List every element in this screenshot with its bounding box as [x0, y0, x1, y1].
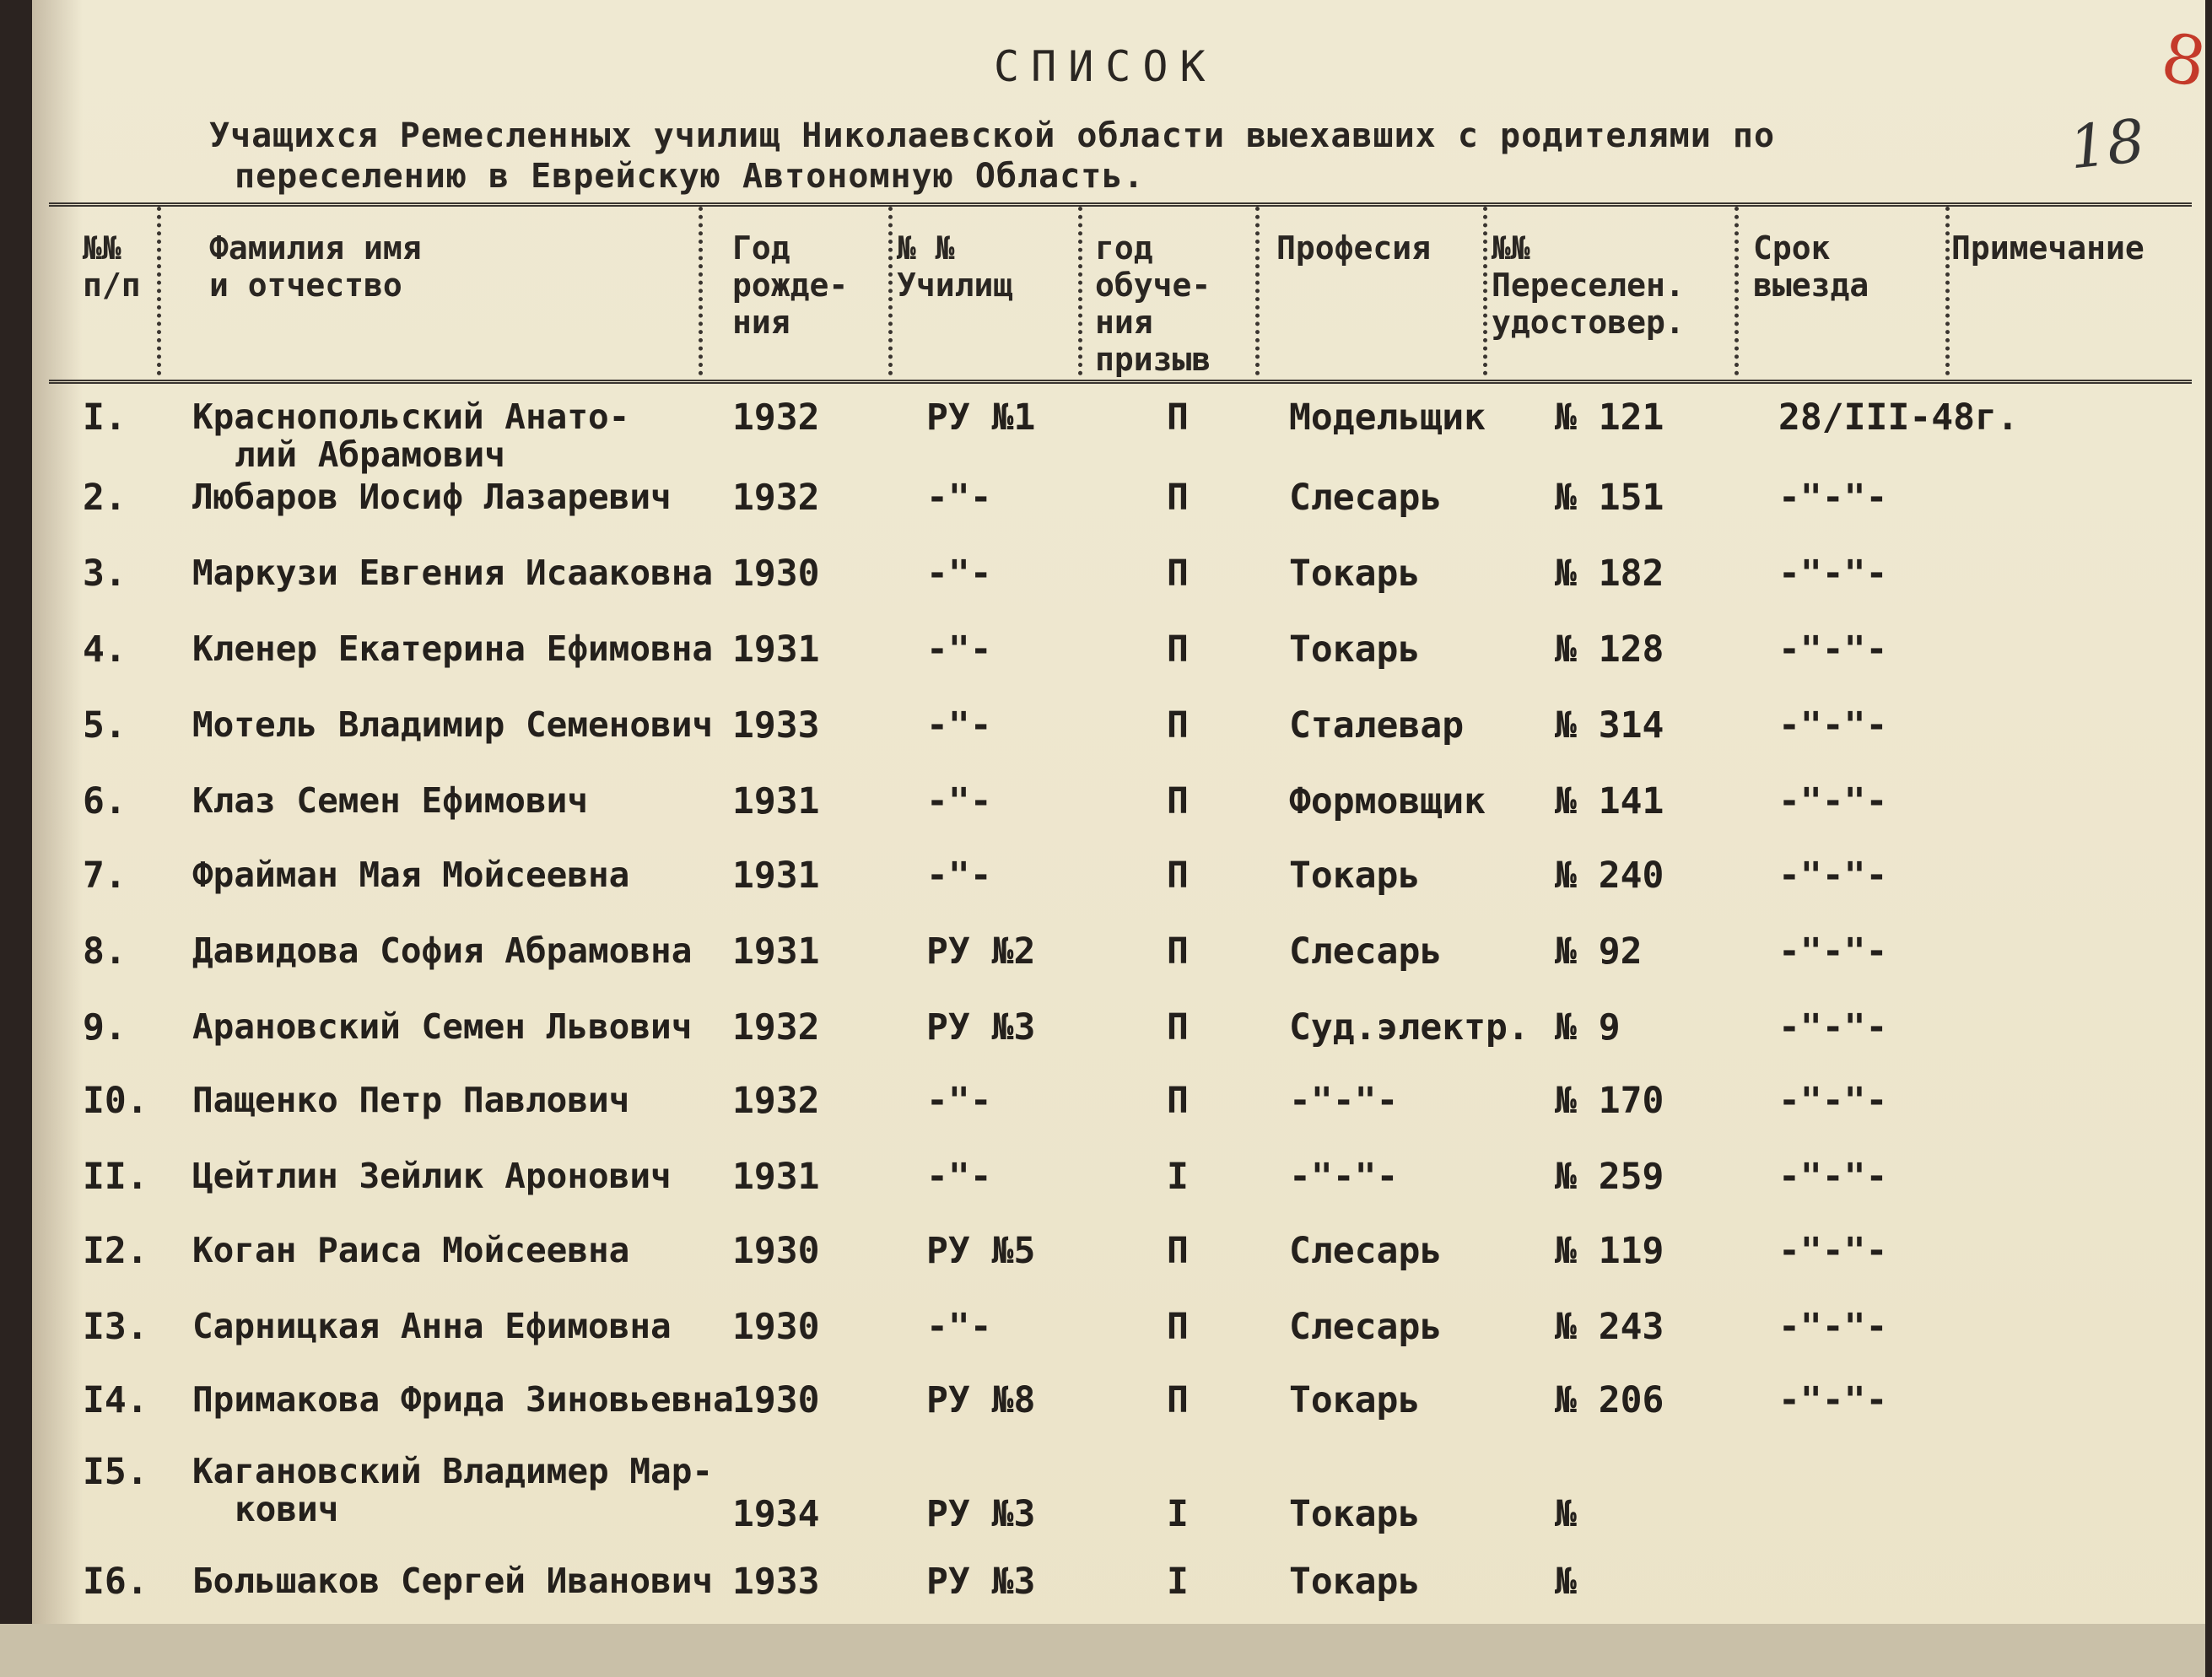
table-cell-year: 1931: [732, 855, 820, 897]
table-cell-study: I: [1167, 1493, 1189, 1535]
table-cell-name: Кагановский Владимер Мар-: [192, 1451, 714, 1491]
table-cell-num: 4.: [83, 628, 127, 671]
page-edge-shadow: [32, 0, 83, 1677]
table-cell-school: -"-: [926, 780, 992, 822]
table-cell-cert: № 243: [1555, 1306, 1664, 1348]
header-cert: №№ Переселен. удостовер.: [1492, 229, 1685, 341]
table-cell-school: -"-: [926, 1156, 992, 1198]
table-cell-term: -"-"-: [1778, 477, 1888, 519]
table-cell-school: -"-: [926, 477, 992, 519]
header-bottom-rule: [49, 380, 2192, 384]
table-cell-year: 1930: [732, 1306, 820, 1348]
table-cell-school: -"-: [926, 1306, 992, 1348]
table-cell-profession: Формовщик: [1289, 780, 1486, 822]
table-cell-profession: Модельщик: [1289, 396, 1486, 439]
table-cell-name: Большаков Сергей Иванович: [192, 1561, 714, 1601]
red-corner-mark: 8: [2155, 18, 2212, 103]
table-cell-year: 1931: [732, 930, 820, 973]
table-cell-num: I6.: [83, 1561, 148, 1603]
table-cell-school: РУ №8: [926, 1379, 1036, 1421]
table-cell-profession: Слесарь: [1289, 477, 1443, 519]
table-cell-term: -"-"-: [1778, 628, 1888, 671]
table-cell-name: Сарницкая Анна Ефимовна: [192, 1306, 672, 1346]
table-cell-term: -"-"-: [1778, 930, 1888, 973]
table-cell-name: Кленер Екатерина Ефимовна: [192, 628, 714, 669]
table-cell-profession: Токарь: [1289, 553, 1421, 595]
table-cell-year: 1931: [732, 780, 820, 822]
scan-bottom-edge: [0, 1624, 2205, 1677]
table-cell-num: 3.: [83, 553, 127, 595]
table-cell-cert: № 182: [1555, 553, 1664, 595]
table-cell-year: 1933: [732, 1561, 820, 1603]
subtitle-line-1: Учащихся Ремесленных училищ Николаевской области выехавших с родителями по: [209, 116, 1776, 155]
header-name: Фамилия имя и отчество: [209, 229, 422, 304]
table-cell-term: -"-"-: [1778, 1230, 1888, 1272]
table-cell-term: -"-"-: [1778, 855, 1888, 897]
table-cell-term: -"-"-: [1778, 1006, 1888, 1049]
handwritten-page-number: 18: [2065, 105, 2149, 183]
table-cell-term: -"-"-: [1778, 553, 1888, 595]
table-cell-name: Пащенко Петр Павлович: [192, 1080, 630, 1120]
column-separator: [157, 207, 161, 375]
table-cell-study: П: [1167, 855, 1189, 897]
document-title: СПИСОК: [994, 42, 1217, 91]
table-cell-study: П: [1167, 477, 1189, 519]
table-cell-study: I: [1167, 1561, 1189, 1603]
table-cell-cert: № 206: [1555, 1379, 1664, 1421]
table-cell-profession: Токарь: [1289, 855, 1421, 897]
table-cell-profession: Токарь: [1289, 1561, 1421, 1603]
table-cell-study: П: [1167, 780, 1189, 822]
table-cell-name: Маркузи Евгения Исааковна: [192, 553, 714, 593]
table-cell-name: Клаз Семен Ефимович: [192, 780, 588, 821]
table-cell-profession: Суд.электр.: [1289, 1006, 1530, 1049]
table-cell-num: I2.: [83, 1230, 148, 1272]
table-cell-profession: Токарь: [1289, 1493, 1421, 1535]
table-cell-profession: Токарь: [1289, 628, 1421, 671]
header-study: год обуче- ния призыв: [1095, 229, 1211, 378]
table-cell-year: 1933: [732, 704, 820, 747]
table-cell-num: 9.: [83, 1006, 127, 1049]
table-cell-school: РУ №3: [926, 1493, 1036, 1535]
table-cell-study: П: [1167, 704, 1189, 747]
column-separator: [1255, 207, 1260, 375]
table-cell-num: 8.: [83, 930, 127, 973]
table-cell-school: РУ №2: [926, 930, 1036, 973]
table-cell-year: 1931: [732, 1156, 820, 1198]
header-school: № № Училищ: [897, 229, 1013, 304]
table-cell-year: 1932: [732, 1080, 820, 1122]
table-cell-term: 28/III-48г.: [1778, 396, 2019, 439]
table-cell-term: -"-"-: [1778, 704, 1888, 747]
table-cell-year: 1930: [732, 1379, 820, 1421]
table-cell-cert: № 119: [1555, 1230, 1664, 1272]
column-separator: [699, 207, 703, 375]
table-cell-study: П: [1167, 1230, 1189, 1272]
table-cell-num: 6.: [83, 780, 127, 822]
column-separator: [1735, 207, 1739, 375]
table-cell-name: Арановский Семен Львович: [192, 1006, 693, 1047]
table-cell-num: II.: [83, 1156, 148, 1198]
table-cell-school: РУ №5: [926, 1230, 1036, 1272]
table-cell-profession: -"-"-: [1289, 1080, 1399, 1122]
table-cell-name: Давидова София Абрамовна: [192, 930, 693, 971]
table-cell-school: -"-: [926, 704, 992, 747]
table-cell-num: 2.: [83, 477, 127, 519]
table-cell-school: РУ №3: [926, 1006, 1036, 1049]
table-cell-school: РУ №3: [926, 1561, 1036, 1603]
table-cell-profession: Токарь: [1289, 1379, 1421, 1421]
table-cell-year: 1932: [732, 477, 820, 519]
table-cell-school: РУ №1: [926, 396, 1036, 439]
table-cell-name: Любаров Иосиф Лазаревич: [192, 477, 672, 517]
column-separator: [1945, 207, 1950, 375]
table-cell-study: П: [1167, 553, 1189, 595]
table-cell-year: 1932: [732, 1006, 820, 1049]
table-cell-study: П: [1167, 628, 1189, 671]
table-cell-term: -"-"-: [1778, 780, 1888, 822]
column-separator: [1078, 207, 1082, 375]
table-cell-num: I0.: [83, 1080, 148, 1122]
table-cell-profession: Слесарь: [1289, 1230, 1443, 1272]
table-cell-study: I: [1167, 1156, 1189, 1198]
table-cell-term: -"-"-: [1778, 1379, 1888, 1421]
table-cell-num: I4.: [83, 1379, 148, 1421]
table-cell-name-continued: лий Абрамович: [235, 434, 505, 475]
header-top-rule: [49, 202, 2192, 207]
table-cell-cert: № 9: [1555, 1006, 1621, 1049]
document-sheet: [32, 0, 2212, 1677]
table-cell-name: Мотель Владимир Семенович: [192, 704, 714, 745]
header-note: Примечание: [1951, 229, 2145, 267]
table-cell-cert: № 121: [1555, 396, 1664, 439]
table-cell-name: Фрайман Мая Мойсеевна: [192, 855, 630, 895]
header-num: №№ п/п: [83, 229, 141, 304]
column-separator: [888, 207, 893, 375]
table-cell-term: -"-"-: [1778, 1306, 1888, 1348]
table-cell-cert: № 141: [1555, 780, 1664, 822]
table-cell-year: 1930: [732, 553, 820, 595]
table-cell-cert: № 240: [1555, 855, 1664, 897]
header-profession: Професия: [1276, 229, 1432, 267]
table-cell-cert: №: [1555, 1493, 1577, 1535]
table-cell-num: I5.: [83, 1451, 148, 1493]
table-cell-year: 1930: [732, 1230, 820, 1272]
table-cell-cert: № 259: [1555, 1156, 1664, 1198]
table-cell-name-continued: кович: [235, 1489, 339, 1529]
table-cell-term: -"-"-: [1778, 1156, 1888, 1198]
subtitle-line-2: переселению в Еврейскую Автономную Область.: [235, 157, 1145, 196]
table-cell-cert: № 92: [1555, 930, 1643, 973]
table-cell-year: 1931: [732, 628, 820, 671]
table-cell-study: П: [1167, 396, 1189, 439]
table-cell-study: П: [1167, 1080, 1189, 1122]
table-cell-cert: № 128: [1555, 628, 1664, 671]
table-cell-study: П: [1167, 1006, 1189, 1049]
table-cell-name: Краснопольский Анато-: [192, 396, 630, 437]
table-cell-profession: Слесарь: [1289, 930, 1443, 973]
table-cell-name: Коган Раиса Мойсеевна: [192, 1230, 630, 1270]
table-cell-num: 5.: [83, 704, 127, 747]
table-cell-study: П: [1167, 1306, 1189, 1348]
table-cell-year: 1932: [732, 396, 820, 439]
column-separator: [1483, 207, 1487, 375]
table-cell-num: I.: [83, 396, 127, 439]
table-cell-school: -"-: [926, 553, 992, 595]
table-cell-cert: №: [1555, 1561, 1577, 1603]
table-cell-cert: № 151: [1555, 477, 1664, 519]
table-cell-year: 1934: [732, 1493, 820, 1535]
table-cell-school: -"-: [926, 628, 992, 671]
table-cell-study: П: [1167, 1379, 1189, 1421]
table-cell-school: -"-: [926, 1080, 992, 1122]
table-cell-term: -"-"-: [1778, 1080, 1888, 1122]
header-year: Год рожде- ния: [732, 229, 849, 341]
table-cell-num: I3.: [83, 1306, 148, 1348]
header-term: Срок выезда: [1753, 229, 1869, 304]
table-cell-profession: Сталевар: [1289, 704, 1465, 747]
table-cell-name: Примакова Фрида Зиновьевна: [192, 1379, 734, 1420]
table-cell-study: П: [1167, 930, 1189, 973]
table-cell-cert: № 314: [1555, 704, 1664, 747]
table-cell-num: 7.: [83, 855, 127, 897]
table-cell-profession: -"-"-: [1289, 1156, 1399, 1198]
table-cell-school: -"-: [926, 855, 992, 897]
table-cell-cert: № 170: [1555, 1080, 1664, 1122]
table-cell-name: Цейтлин Зейлик Аронович: [192, 1156, 672, 1196]
table-cell-profession: Слесарь: [1289, 1306, 1443, 1348]
